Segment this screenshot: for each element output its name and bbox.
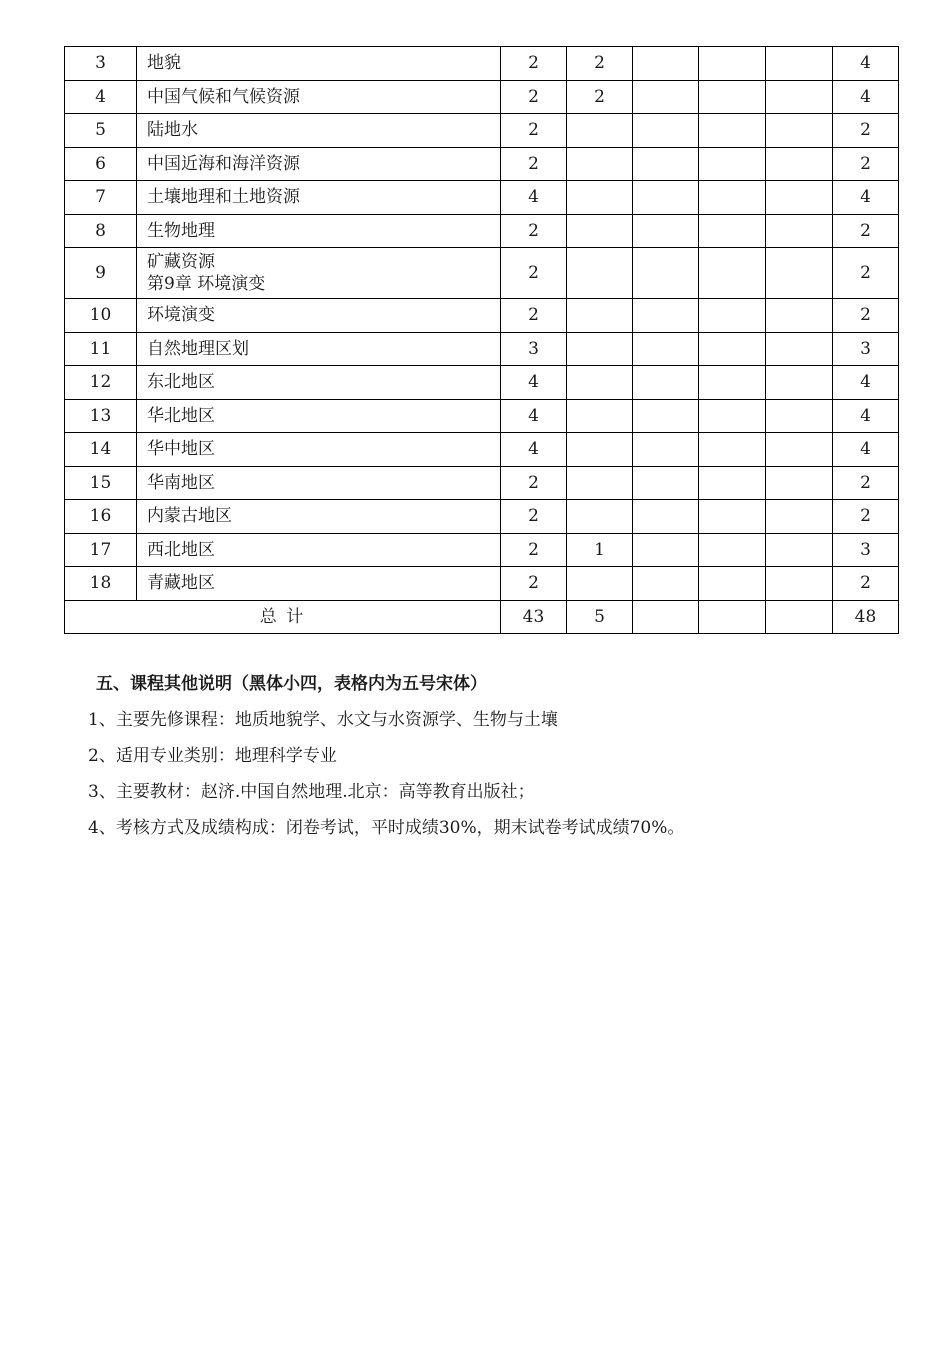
total-cell-v2: 5 bbox=[567, 600, 633, 634]
chapter-title-cell bbox=[137, 332, 501, 366]
total-label-cell: 总 计 bbox=[65, 600, 501, 634]
chapter-title-line: 东北地区 bbox=[147, 372, 215, 393]
hours-cell-v5 bbox=[766, 466, 833, 500]
hours-cell-v2 bbox=[567, 433, 633, 467]
hours-cell-total: 2 bbox=[833, 299, 899, 333]
table-row bbox=[65, 500, 899, 534]
chapter-title-cell bbox=[137, 399, 501, 433]
chapter-number-cell: 10 bbox=[65, 299, 137, 333]
hours-cell-v4 bbox=[699, 248, 766, 299]
course-notes-section bbox=[88, 672, 888, 852]
hours-cell-v1: 4 bbox=[501, 433, 567, 467]
hours-cell-v2 bbox=[567, 214, 633, 248]
hours-cell-v2 bbox=[567, 366, 633, 400]
hours-cell-total: 2 bbox=[833, 500, 899, 534]
table-body bbox=[65, 47, 899, 634]
chapter-title-cell bbox=[137, 214, 501, 248]
chapter-title-line: 华中地区 bbox=[147, 439, 215, 460]
table-row bbox=[65, 366, 899, 400]
hours-cell-v4 bbox=[699, 80, 766, 114]
chapter-number-cell: 13 bbox=[65, 399, 137, 433]
hours-cell-total: 2 bbox=[833, 248, 899, 299]
hours-cell-total: 4 bbox=[833, 399, 899, 433]
chapter-title-cell bbox=[137, 248, 501, 299]
hours-cell-v4 bbox=[699, 533, 766, 567]
hours-cell-v3 bbox=[633, 114, 699, 148]
hours-cell-v5 bbox=[766, 214, 833, 248]
chapter-title-line: 环境演变 bbox=[147, 305, 215, 326]
hours-cell-v5 bbox=[766, 147, 833, 181]
hours-cell-v5 bbox=[766, 332, 833, 366]
chapter-number-cell: 6 bbox=[65, 147, 137, 181]
hours-cell-v2 bbox=[567, 500, 633, 534]
hours-cell-v3 bbox=[633, 399, 699, 433]
hours-cell-v3 bbox=[633, 248, 699, 299]
hours-cell-v3 bbox=[633, 366, 699, 400]
hours-cell-v1: 2 bbox=[501, 466, 567, 500]
hours-cell-v3 bbox=[633, 567, 699, 601]
chapter-title-line: 土壤地理和土地资源 bbox=[147, 187, 300, 208]
hours-cell-v2 bbox=[567, 299, 633, 333]
chapter-number-cell: 5 bbox=[65, 114, 137, 148]
hours-cell-v1: 2 bbox=[501, 147, 567, 181]
chapter-number-cell: 7 bbox=[65, 181, 137, 215]
note-textbook: 3、主要教材：赵济.中国自然地理.北京：高等教育出版社； bbox=[88, 782, 535, 802]
hours-cell-v2 bbox=[567, 147, 633, 181]
hours-cell-v1: 4 bbox=[501, 366, 567, 400]
hours-cell-v1: 2 bbox=[501, 114, 567, 148]
chapter-number-cell: 11 bbox=[65, 332, 137, 366]
hours-cell-v2 bbox=[567, 399, 633, 433]
hours-cell-v2 bbox=[567, 567, 633, 601]
hours-cell-total: 4 bbox=[833, 47, 899, 81]
hours-cell-v5 bbox=[766, 433, 833, 467]
table-row bbox=[65, 114, 899, 148]
class-hours-table bbox=[64, 46, 899, 634]
hours-cell-total: 2 bbox=[833, 114, 899, 148]
hours-cell-total: 2 bbox=[833, 567, 899, 601]
chapter-title-line: 第9章 环境演变 bbox=[147, 274, 266, 294]
table-row bbox=[65, 147, 899, 181]
hours-cell-v5 bbox=[766, 114, 833, 148]
hours-cell-total: 2 bbox=[833, 214, 899, 248]
total-cell-v5 bbox=[766, 600, 833, 634]
hours-cell-v3 bbox=[633, 500, 699, 534]
hours-cell-v5 bbox=[766, 533, 833, 567]
table-row bbox=[65, 466, 899, 500]
note-applicable-majors: 2、适用专业类别：地理科学专业 bbox=[88, 746, 337, 766]
chapter-title-line: 华南地区 bbox=[147, 472, 215, 493]
hours-cell-v2: 1 bbox=[567, 533, 633, 567]
table-row bbox=[65, 533, 899, 567]
hours-cell-v1: 3 bbox=[501, 332, 567, 366]
chapter-number-cell: 9 bbox=[65, 248, 137, 299]
hours-cell-v3 bbox=[633, 147, 699, 181]
hours-cell-v5 bbox=[766, 181, 833, 215]
hours-cell-v4 bbox=[699, 466, 766, 500]
hours-cell-total: 4 bbox=[833, 181, 899, 215]
chapter-number-cell: 12 bbox=[65, 366, 137, 400]
chapter-title-line: 青藏地区 bbox=[147, 573, 215, 594]
chapter-title-line: 内蒙古地区 bbox=[147, 506, 232, 527]
total-cell-total: 48 bbox=[833, 600, 899, 634]
hours-cell-v4 bbox=[699, 500, 766, 534]
hours-cell-v3 bbox=[633, 299, 699, 333]
chapter-title-cell bbox=[137, 80, 501, 114]
hours-cell-v4 bbox=[699, 567, 766, 601]
hours-cell-v4 bbox=[699, 433, 766, 467]
hours-cell-v1: 2 bbox=[501, 80, 567, 114]
table-row bbox=[65, 47, 899, 81]
note-assessment: 4、考核方式及成绩构成：闭卷考试，平时成绩30%，期末试卷考试成绩70%。 bbox=[88, 818, 685, 838]
hours-cell-v5 bbox=[766, 80, 833, 114]
hours-cell-total: 3 bbox=[833, 332, 899, 366]
table-row bbox=[65, 80, 899, 114]
hours-cell-v5 bbox=[766, 366, 833, 400]
chapter-title-cell bbox=[137, 533, 501, 567]
hours-cell-v4 bbox=[699, 47, 766, 81]
table-row bbox=[65, 332, 899, 366]
hours-cell-v4 bbox=[699, 332, 766, 366]
hours-cell-v2 bbox=[567, 181, 633, 215]
hours-cell-v5 bbox=[766, 47, 833, 81]
hours-cell-v2 bbox=[567, 248, 633, 299]
table-row bbox=[65, 299, 899, 333]
chapter-title-line: 中国近海和海洋资源 bbox=[147, 153, 300, 174]
chapter-title-cell bbox=[137, 500, 501, 534]
hours-cell-total: 2 bbox=[833, 147, 899, 181]
hours-cell-v3 bbox=[633, 466, 699, 500]
table-row bbox=[65, 567, 899, 601]
note-prerequisites: 1、主要先修课程：地质地貌学、水文与水资源学、生物与土壤 bbox=[88, 710, 558, 730]
hours-cell-v5 bbox=[766, 248, 833, 299]
chapter-number-cell: 4 bbox=[65, 80, 137, 114]
hours-cell-total: 3 bbox=[833, 533, 899, 567]
hours-cell-v3 bbox=[633, 533, 699, 567]
hours-cell-v4 bbox=[699, 181, 766, 215]
hours-cell-total: 2 bbox=[833, 466, 899, 500]
hours-cell-v1: 2 bbox=[501, 214, 567, 248]
chapter-title-line: 地貌 bbox=[147, 53, 181, 74]
chapter-title-line: 华北地区 bbox=[147, 405, 215, 426]
hours-cell-v4 bbox=[699, 299, 766, 333]
hours-cell-v1: 2 bbox=[501, 533, 567, 567]
table-row bbox=[65, 248, 899, 299]
table-row bbox=[65, 399, 899, 433]
hours-cell-v1: 4 bbox=[501, 399, 567, 433]
hours-cell-v2 bbox=[567, 332, 633, 366]
table-row bbox=[65, 214, 899, 248]
hours-cell-v1: 2 bbox=[501, 47, 567, 81]
chapter-number-cell: 3 bbox=[65, 47, 137, 81]
chapter-title-line: 陆地水 bbox=[147, 120, 198, 141]
table-row bbox=[65, 181, 899, 215]
chapter-title-cell bbox=[137, 47, 501, 81]
hours-cell-v5 bbox=[766, 299, 833, 333]
chapter-title-cell bbox=[137, 433, 501, 467]
hours-cell-v3 bbox=[633, 433, 699, 467]
chapter-number-cell: 18 bbox=[65, 567, 137, 601]
chapter-number-cell: 16 bbox=[65, 500, 137, 534]
hours-cell-v1: 4 bbox=[501, 181, 567, 215]
chapter-title-cell bbox=[137, 147, 501, 181]
hours-cell-v5 bbox=[766, 500, 833, 534]
hours-cell-v4 bbox=[699, 147, 766, 181]
hours-cell-total: 4 bbox=[833, 80, 899, 114]
hours-cell-v3 bbox=[633, 47, 699, 81]
chapter-title-cell bbox=[137, 181, 501, 215]
hours-cell-v4 bbox=[699, 399, 766, 433]
hours-cell-v2: 2 bbox=[567, 80, 633, 114]
chapter-title-line: 生物地理 bbox=[147, 220, 215, 241]
hours-cell-v5 bbox=[766, 399, 833, 433]
hours-cell-total: 4 bbox=[833, 366, 899, 400]
chapter-number-cell: 17 bbox=[65, 533, 137, 567]
chapter-number-cell: 15 bbox=[65, 466, 137, 500]
chapter-title-cell bbox=[137, 114, 501, 148]
hours-cell-v4 bbox=[699, 214, 766, 248]
chapter-title-line: 自然地理区划 bbox=[147, 338, 249, 359]
section-heading: 五、课程其他说明（黑体小四，表格内为五号宋体） bbox=[96, 674, 487, 694]
hours-cell-v2: 2 bbox=[567, 47, 633, 81]
hours-cell-v1: 2 bbox=[501, 248, 567, 299]
hours-cell-total: 4 bbox=[833, 433, 899, 467]
chapter-title-line: 西北地区 bbox=[147, 539, 215, 560]
chapter-title-line: 中国气候和气候资源 bbox=[147, 86, 300, 107]
hours-cell-v2 bbox=[567, 466, 633, 500]
total-cell-v1: 43 bbox=[501, 600, 567, 634]
chapter-title-line: 矿藏资源 bbox=[147, 252, 215, 272]
hours-cell-v1: 2 bbox=[501, 299, 567, 333]
hours-cell-v3 bbox=[633, 332, 699, 366]
chapter-number-cell: 8 bbox=[65, 214, 137, 248]
chapter-title-cell bbox=[137, 466, 501, 500]
chapter-title-cell bbox=[137, 366, 501, 400]
hours-cell-v1: 2 bbox=[501, 567, 567, 601]
total-cell-v4 bbox=[699, 600, 766, 634]
hours-cell-v3 bbox=[633, 214, 699, 248]
hours-cell-v2 bbox=[567, 114, 633, 148]
hours-cell-v5 bbox=[766, 567, 833, 601]
table-row bbox=[65, 433, 899, 467]
chapter-title-cell bbox=[137, 567, 501, 601]
hours-cell-v4 bbox=[699, 114, 766, 148]
hours-cell-v4 bbox=[699, 366, 766, 400]
hours-cell-v3 bbox=[633, 80, 699, 114]
chapter-title-cell bbox=[137, 299, 501, 333]
hours-cell-v1: 2 bbox=[501, 500, 567, 534]
hours-cell-v3 bbox=[633, 181, 699, 215]
total-row bbox=[65, 600, 899, 634]
total-cell-v3 bbox=[633, 600, 699, 634]
chapter-number-cell: 14 bbox=[65, 433, 137, 467]
